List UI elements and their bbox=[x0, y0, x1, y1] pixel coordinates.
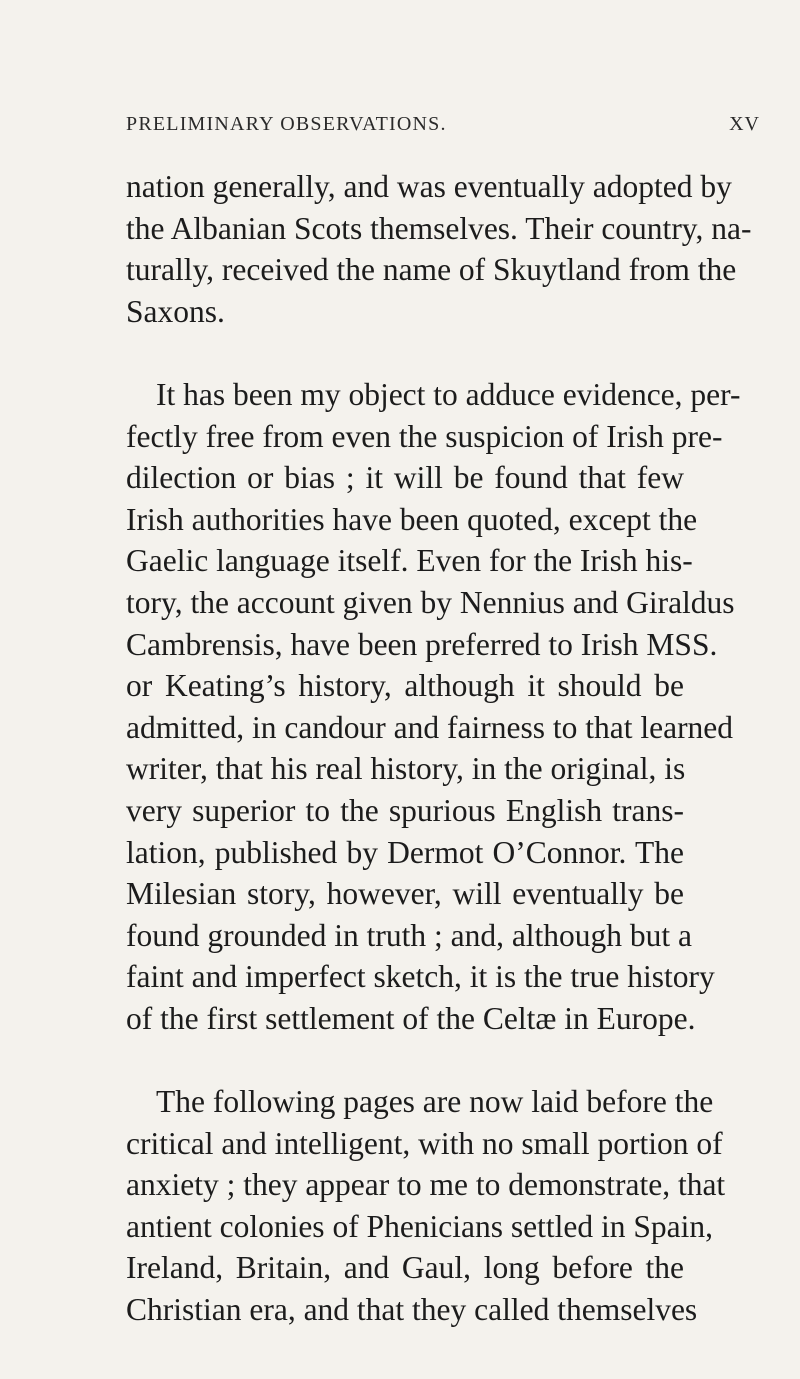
text-line: Christian era, and that they called themselves bbox=[126, 1292, 698, 1328]
text-line: antient colonies of Phenicians settled in Spain, bbox=[126, 1208, 714, 1244]
paragraph-gap bbox=[126, 332, 684, 374]
text-line: Saxons. bbox=[126, 293, 225, 329]
text-line: Irish authorities have been quoted, except the bbox=[126, 501, 698, 537]
text-line: faint and imperfect sketch, it is the true history bbox=[126, 959, 715, 995]
text-line: very superior to the spurious English trans- bbox=[126, 792, 684, 828]
text-line: the Albanian Scots themselves. Their country, na- bbox=[126, 210, 752, 246]
text-line: found grounded in truth ; and, although but a bbox=[126, 917, 693, 953]
text-line: Cambrensis, have been preferred to Irish MSS. bbox=[126, 626, 718, 662]
paragraph-gap bbox=[126, 1039, 684, 1081]
text-line: The following pages are now laid before the bbox=[156, 1084, 714, 1120]
text-line: tory, the account given by Nennius and Giraldus bbox=[126, 584, 735, 620]
text-line: nation generally, and was eventually adopted by bbox=[126, 169, 732, 204]
text-line: admitted, in candour and fairness to that learned bbox=[126, 709, 734, 745]
text-line: It has been my object to adduce evidence, per- bbox=[156, 376, 741, 412]
text-line: critical and intelligent, with no small portion of bbox=[126, 1125, 723, 1161]
text-line: writer, that his real history, in the original, is bbox=[126, 751, 686, 787]
text-line: Ireland, Britain, and Gaul, long before the bbox=[126, 1250, 684, 1286]
running-title: PRELIMINARY OBSERVATIONS. bbox=[126, 113, 447, 135]
text-line: or Keating’s history, although it should be bbox=[126, 668, 684, 704]
text-line: anxiety ; they appear to me to demonstrate, that bbox=[126, 1167, 726, 1203]
text-line: dilection or bias ; it will be found that few bbox=[126, 460, 684, 496]
text-line: fectly free from even the suspicion of Irish pre- bbox=[126, 418, 723, 454]
text-line: Milesian story, however, will eventually be bbox=[126, 876, 684, 912]
body-text bbox=[126, 166, 752, 1331]
text-line: Gaelic language itself. Even for the Irish his- bbox=[126, 543, 693, 579]
running-head bbox=[126, 113, 760, 137]
page-number: XV bbox=[729, 113, 760, 135]
text-line: turally, received the name of Skuytland from the bbox=[126, 252, 737, 288]
text-line: of the first settlement of the Celtæ in Europe. bbox=[126, 1000, 696, 1036]
text-line: lation, published by Dermot O’Connor. The bbox=[126, 834, 684, 870]
